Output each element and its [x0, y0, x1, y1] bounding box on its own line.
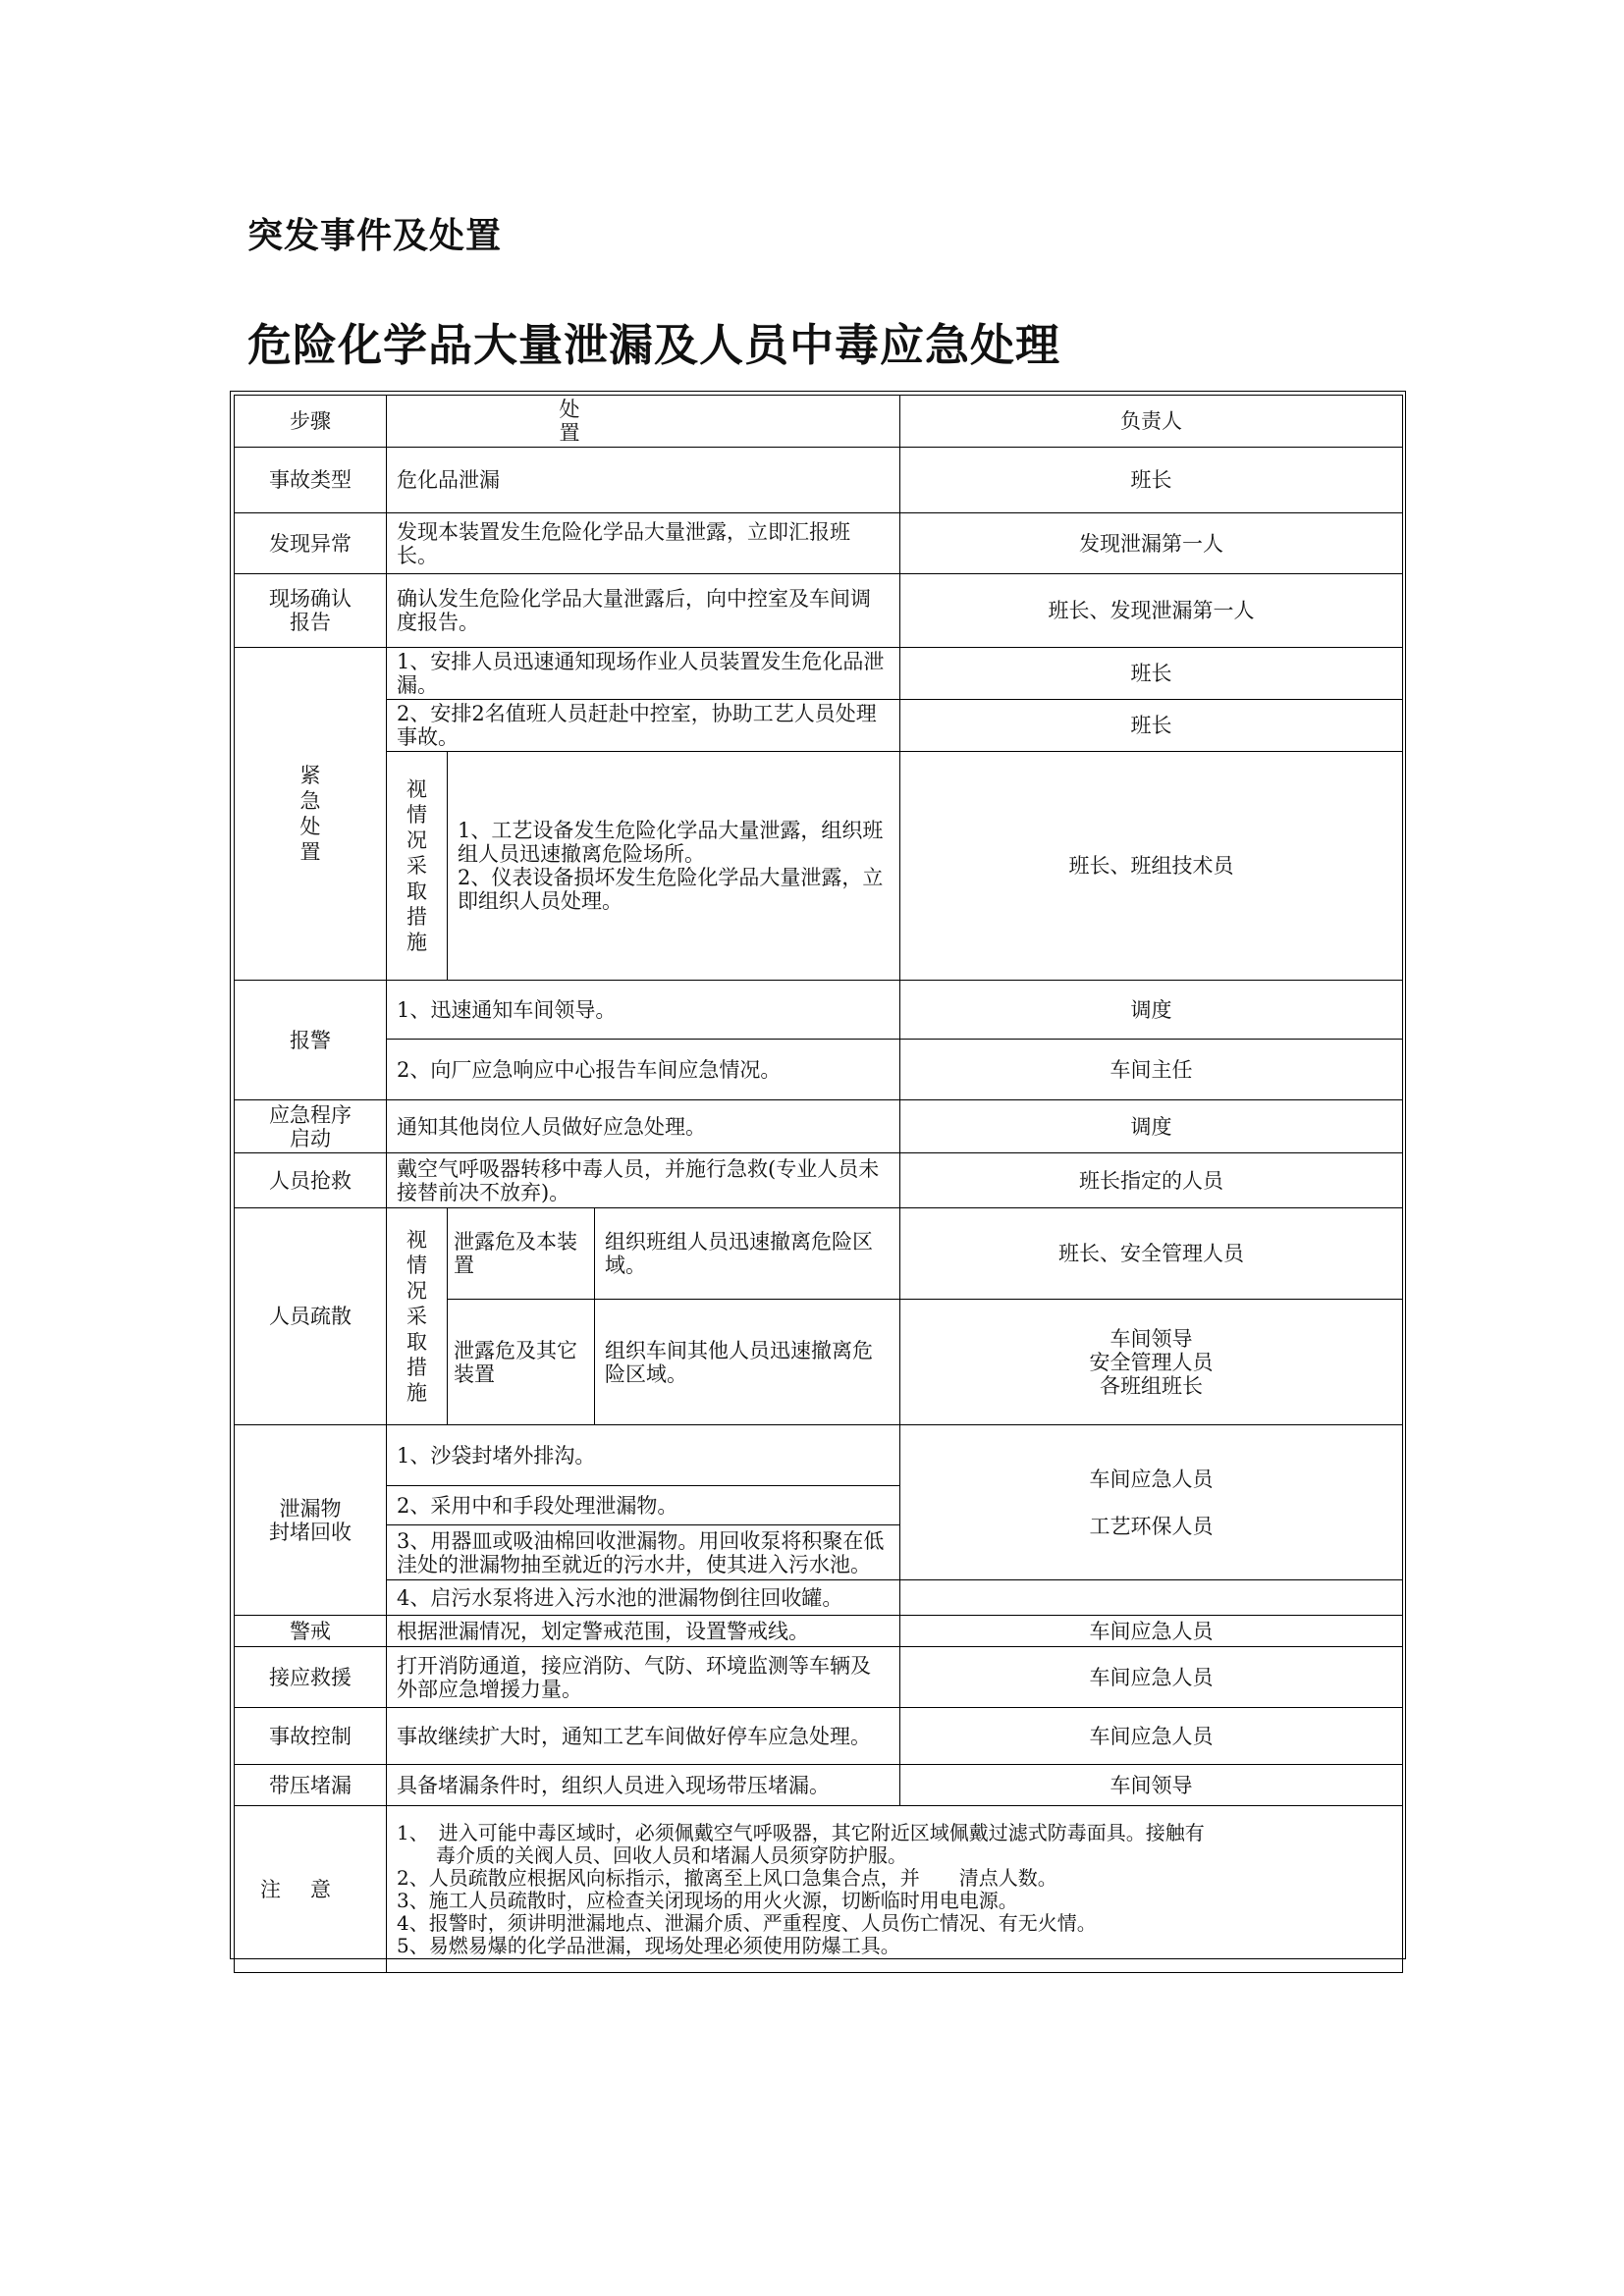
owner-cell: 车间领导 [900, 1765, 1403, 1806]
action-cell: 发现本装置发生危险化学品大量泄露，立即汇报班长。 [387, 513, 900, 574]
notes-cell: 1、 进入可能中毒区域时，必须佩戴空气呼吸器，其它附近区域佩戴过滤式防毒面具。接触有 毒介质的关阀人员、回收人员和堵漏人员须穿防护服。 2、人员疏散应根据风向标指示，撤离至上风口急集合点，并 清点人数。 3、施工人员疏散时，应检查关闭现场的用火火源，切断临时用电电源。 4、报警时，须讲明泄漏地点、泄漏介质、严重程度、人员伤亡情况、有无火情。 5、易燃易爆的化学品泄漏，现场处理必须使用防爆工具。 [387, 1806, 1403, 1973]
step-cell: 接应救援 [235, 1647, 387, 1708]
owner-cell: 发现泄漏第一人 [900, 513, 1403, 574]
header-step: 步骤 [235, 396, 387, 448]
table-row [235, 448, 1403, 513]
step-cell-notes: 注意 [235, 1806, 387, 1973]
table-header-row [235, 396, 1403, 448]
table-row [235, 1580, 1403, 1616]
step-cell: 发现异常 [235, 513, 387, 574]
action-cell: 1、沙袋封堵外排沟。 [387, 1425, 900, 1486]
table-row [235, 700, 1403, 752]
step-cell: 事故类型 [235, 448, 387, 513]
action-cell: 组织班组人员迅速撤离危险区域。 [595, 1208, 900, 1300]
step-cell: 警戒 [235, 1616, 387, 1647]
owner-cell: 班长、发现泄漏第一人 [900, 574, 1403, 648]
action-cell: 2、采用中和手段处理泄漏物。 [387, 1486, 900, 1525]
table-row [235, 1153, 1403, 1208]
action-cell: 2、安排2名值班人员赶赴中控室，协助工艺人员处理事故。 [387, 700, 900, 752]
owner-cell: 班长 [900, 700, 1403, 752]
table-row [235, 574, 1403, 648]
step-cell: 报警 [235, 981, 387, 1100]
owner-cell: 班长指定的人员 [900, 1153, 1403, 1208]
action-cell: 根据泄漏情况，划定警戒范围，设置警戒线。 [387, 1616, 900, 1647]
evacuation-situational-label: 视情况采取措施 [387, 1208, 448, 1425]
step-cell: 现场确认 报告 [235, 574, 387, 648]
table-row [235, 752, 1403, 981]
action-cell: 1、迅速通知车间领导。 [387, 981, 900, 1040]
table-row [235, 1208, 1403, 1300]
header-owner: 负责人 [900, 396, 1403, 448]
owner-cell: 班长、安全管理人员 [900, 1208, 1403, 1300]
owner-cell: 班长 [900, 648, 1403, 700]
condition-cell: 泄露危及其它装置 [448, 1300, 595, 1425]
table-row [235, 1616, 1403, 1647]
action-cell: 通知其他岗位人员做好应急处理。 [387, 1100, 900, 1153]
table-row [235, 981, 1403, 1040]
action-cell: 3、用器皿或吸油棉回收泄漏物。用回收泵将积聚在低洼处的泄漏物抽至就近的污水井，使其进入污水池。 [387, 1525, 900, 1580]
step-cell: 人员抢救 [235, 1153, 387, 1208]
owner-cell: 车间应急人员 工艺环保人员 [900, 1425, 1403, 1580]
action-cell: 4、启污水泵将进入污水池的泄漏物倒往回收罐。 [387, 1580, 900, 1616]
owner-cell: 车间应急人员 [900, 1708, 1403, 1765]
procedure-table [234, 395, 1403, 1973]
owner-cell: 车间领导 安全管理人员 各班组班长 [900, 1300, 1403, 1425]
table-row [235, 513, 1403, 574]
owner-cell: 车间应急人员 [900, 1616, 1403, 1647]
section-title: 突发事件及处置 [247, 216, 503, 256]
owner-cell: 班长、班组技术员 [900, 752, 1403, 981]
step-cell: 人员疏散 [235, 1208, 387, 1425]
table-row [235, 1765, 1403, 1806]
step-cell-emergency: 紧急处置 [235, 648, 387, 981]
table-row [235, 648, 1403, 700]
table-row [235, 1708, 1403, 1765]
owner-cell: 调度 [900, 981, 1403, 1040]
action-cell: 1、工艺设备发生危险化学品大量泄露，组织班组人员迅速撤离危险场所。 2、仪表设备损坏发生危险化学品大量泄露，立即组织人员处理。 [448, 752, 900, 981]
condition-cell: 泄露危及本装置 [448, 1208, 595, 1300]
action-cell: 打开消防通道，接应消防、气防、环境监测等车辆及外部应急增援力量。 [387, 1647, 900, 1708]
header-action: 处 置 [387, 396, 900, 448]
owner-cell-empty [900, 1580, 1403, 1616]
owner-cell: 车间应急人员 [900, 1647, 1403, 1708]
table-row [235, 1040, 1403, 1100]
owner-cell: 车间主任 [900, 1040, 1403, 1100]
table-row [235, 1647, 1403, 1708]
action-cell: 组织车间其他人员迅速撤离危险区域。 [595, 1300, 900, 1425]
action-cell: 具备堵漏条件时，组织人员进入现场带压堵漏。 [387, 1765, 900, 1806]
action-cell: 1、安排人员迅速通知现场作业人员装置发生危化品泄漏。 [387, 648, 900, 700]
action-cell: 戴空气呼吸器转移中毒人员，并施行急救(专业人员未接替前决不放弃)。 [387, 1153, 900, 1208]
step-cell: 泄漏物 封堵回收 [235, 1425, 387, 1616]
page-title: 危险化学品大量泄漏及人员中毒应急处理 [247, 319, 1061, 371]
step-cell: 带压堵漏 [235, 1765, 387, 1806]
action-cell: 危化品泄漏 [387, 448, 900, 513]
action-cell: 2、向厂应急响应中心报告车间应急情况。 [387, 1040, 900, 1100]
situational-label: 视情况采取措施 [387, 752, 448, 981]
step-cell: 事故控制 [235, 1708, 387, 1765]
table-row [235, 1806, 1403, 1973]
table-row [235, 1425, 1403, 1486]
owner-cell: 调度 [900, 1100, 1403, 1153]
owner-cell: 班长 [900, 448, 1403, 513]
step-cell: 应急程序 启动 [235, 1100, 387, 1153]
action-cell: 确认发生危险化学品大量泄露后，向中控室及车间调度报告。 [387, 574, 900, 648]
action-cell: 事故继续扩大时，通知工艺车间做好停车应急处理。 [387, 1708, 900, 1765]
table-row [235, 1100, 1403, 1153]
